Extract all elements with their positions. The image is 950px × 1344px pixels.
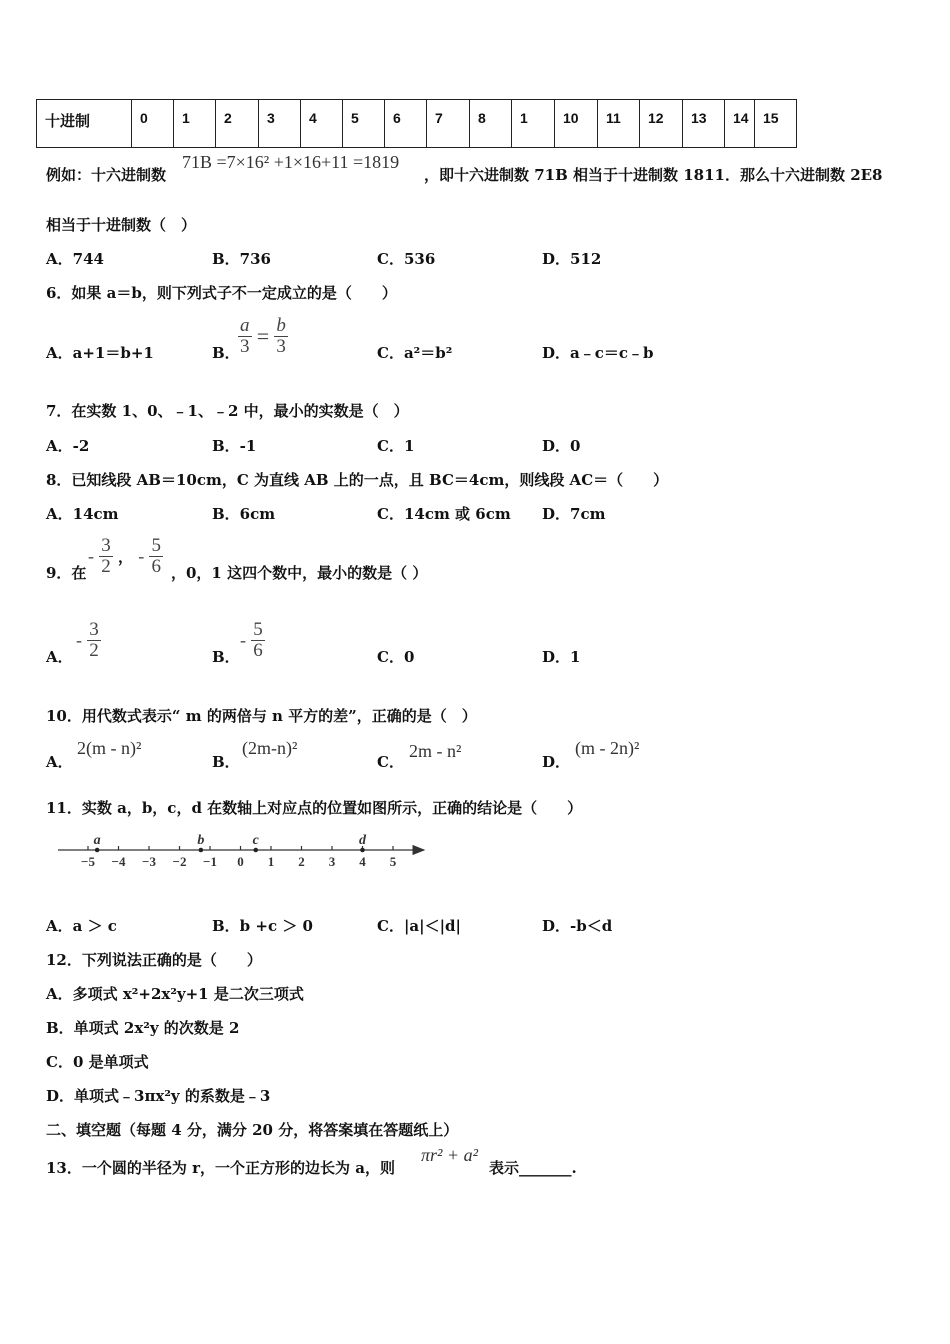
q7-option-a: A．-2 [46, 437, 90, 455]
number-line-tick-label: −5 [81, 854, 95, 869]
hex-decimal-table [36, 99, 797, 148]
minus-sign: - [88, 546, 94, 566]
q11-option-c: C．|a|＜|d| [377, 917, 461, 935]
q11-option-b: B．b +c ＞ 0 [212, 917, 313, 935]
q9-stem-tail: ，0，1 这四个数中，最小的数是（ ） [171, 564, 428, 582]
q8-option-c: C．14cm 或 6cm [377, 505, 511, 523]
q9-option-c: C．0 [377, 648, 415, 666]
table-cell: 2 [216, 100, 259, 148]
q6-option-a: A．a+1＝b+1 [46, 344, 154, 362]
q10-option-d-label: D． [542, 753, 571, 771]
fraction-numerator: 5 [253, 619, 263, 640]
q8-option-d: D．7cm [542, 505, 606, 523]
q6-option-c: C．a²＝b² [377, 344, 453, 362]
number-line-tick-label: −1 [203, 854, 217, 869]
fraction-denominator: 3 [276, 336, 286, 357]
number-line-tick-label: 4 [359, 854, 366, 869]
number-line-point-a [95, 848, 100, 853]
number-line-point-d [360, 848, 365, 853]
minus-sign: - [138, 546, 145, 566]
q13-stem-tail: 表示_______. [489, 1159, 577, 1177]
table-header-cell: 十进制 [37, 100, 132, 148]
table-cell: 5 [343, 100, 385, 148]
q12-stem: 12．下列说法正确的是（ ） [46, 951, 262, 969]
number-line-point-label: d [359, 833, 366, 848]
table-cell: 15 [755, 100, 797, 148]
equals-sign: = [256, 323, 270, 349]
number-line [50, 828, 440, 874]
q10-option-a-label: A． [46, 753, 73, 771]
table-cell: 14 [725, 100, 755, 148]
fraction-denominator: 6 [151, 556, 161, 577]
table-cell: 8 [470, 100, 512, 148]
q11-stem: 11．实数 a，b，c，d 在数轴上对应点的位置如图所示，正确的结论是（ ） [46, 799, 583, 817]
q6-stem: 6．如果 a＝b，则下列式子不一定成立的是（ ） [46, 284, 397, 302]
number-line-tick-label: 0 [237, 854, 244, 869]
q5-option-d: D．512 [542, 250, 602, 268]
table-cell: 3 [259, 100, 301, 148]
q5-option-b: B．736 [212, 250, 271, 268]
q7-option-d: D．0 [542, 437, 581, 455]
fraction-denominator: 6 [253, 640, 263, 661]
section-heading: 二、填空题（每题 4 分，满分 20 分，将答案填在答题纸上） [46, 1121, 459, 1139]
q5-option-a: A．744 [46, 250, 104, 268]
table-cell: 13 [683, 100, 725, 148]
q12-option-c: C．0 是单项式 [46, 1053, 149, 1071]
fraction-denominator: 2 [101, 556, 111, 577]
example-question: 相当于十进制数（ ） [46, 216, 197, 234]
fraction-numerator: 5 [151, 535, 161, 556]
table-cell: 6 [385, 100, 427, 148]
q11-option-d: D．-b＜d [542, 917, 613, 935]
fraction-numerator: 3 [101, 535, 111, 556]
table-cell: 12 [640, 100, 683, 148]
minus-sign: - [240, 630, 246, 650]
q8-stem: 8．已知线段 AB＝10cm，C 为直线 AB 上的一点，且 BC＝4cm，则线段 AC＝（ ） [46, 471, 669, 489]
fraction-numerator: 3 [89, 619, 99, 640]
q9-stem-lead: 9．在 [46, 564, 87, 582]
number-line-point-label: a [93, 833, 101, 848]
separator: ， [117, 548, 133, 566]
table-cell: 7 [427, 100, 470, 148]
q7-stem: 7．在实数 1、0、﹣1、﹣2 中，最小的实数是（ ） [46, 402, 409, 420]
table-cell: 1 [512, 100, 555, 148]
q7-option-b: B．-1 [212, 437, 257, 455]
q12-option-a: A．多项式 x²+2x²y+1 是二次三项式 [46, 985, 304, 1003]
fraction-numerator: a [240, 315, 250, 336]
number-line-tick-label: 1 [267, 854, 275, 869]
q13-expression: πr² + a² [421, 1145, 478, 1165]
q10-option-c-expr: 2m - n² [409, 741, 462, 761]
table-cell: 1 [174, 100, 216, 148]
q10-option-c-label: C． [377, 753, 404, 771]
q9-option-b-expr [240, 620, 265, 661]
table-cell: 0 [132, 100, 174, 148]
q9-option-a-expr [76, 620, 101, 661]
q9-option-d: D．1 [542, 648, 581, 666]
example-formula: 71B =7×16² +1×16+11 =1819 [182, 152, 400, 172]
number-line-point-c [253, 848, 258, 853]
fraction-denominator: 2 [89, 640, 99, 661]
table-cell: 4 [301, 100, 343, 148]
number-line-tick-label: −2 [172, 854, 187, 869]
q10-stem: 10．用代数式表示“ m 的两倍与 n 平方的差”，正确的是（ ） [46, 707, 477, 725]
q11-option-a: A．a ＞ c [46, 917, 117, 935]
q10-option-b-expr: (2m-n)² [242, 738, 298, 758]
example-lead: 例如：十六进制数 [46, 166, 167, 184]
table-cell: 11 [598, 100, 640, 148]
number-line-point-label: c [252, 833, 259, 848]
q10-option-a-expr: 2(m - n)² [77, 738, 142, 758]
table-cell: 10 [555, 100, 598, 148]
fraction-numerator: b [276, 315, 286, 336]
number-line-point-b [199, 848, 204, 853]
q12-option-d: D．单项式﹣3πx²y 的系数是﹣3 [46, 1087, 271, 1105]
q6-option-d: D．a﹣c＝c﹣b [542, 344, 654, 362]
fraction-denominator: 3 [240, 336, 250, 357]
minus-sign: - [76, 630, 82, 650]
q13-stem-lead: 13．一个圆的半径为 r，一个正方形的边长为 a，则 [46, 1159, 395, 1177]
q10-option-b-label: B． [212, 753, 240, 771]
q9-option-b-label: B． [212, 648, 240, 666]
number-line-tick-label: 3 [328, 854, 336, 869]
q8-option-a: A．14cm [46, 505, 119, 523]
q7-option-c: C．1 [377, 437, 415, 455]
q9-option-a-label: A． [46, 648, 73, 666]
number-line-tick-label: 2 [298, 854, 305, 869]
q12-option-b: B．单项式 2x²y 的次数是 2 [46, 1019, 240, 1037]
number-line-tick-label: 5 [389, 854, 397, 869]
example-tail: ，即十六进制数 71B 相当于十进制数 1811．那么十六进制数 2E8 [424, 166, 883, 184]
q10-option-d-expr: (m - 2n)² [575, 738, 640, 758]
q8-option-b: B．6cm [212, 505, 276, 523]
q5-option-c: C．536 [377, 250, 436, 268]
q6-option-b-label: B． [212, 344, 240, 362]
q9-fractions [88, 536, 163, 577]
q6-option-b-expr [238, 316, 288, 357]
number-line-tick-label: −3 [142, 854, 156, 869]
number-line-point-label: b [197, 833, 205, 848]
number-line-tick-label: −4 [111, 854, 126, 869]
